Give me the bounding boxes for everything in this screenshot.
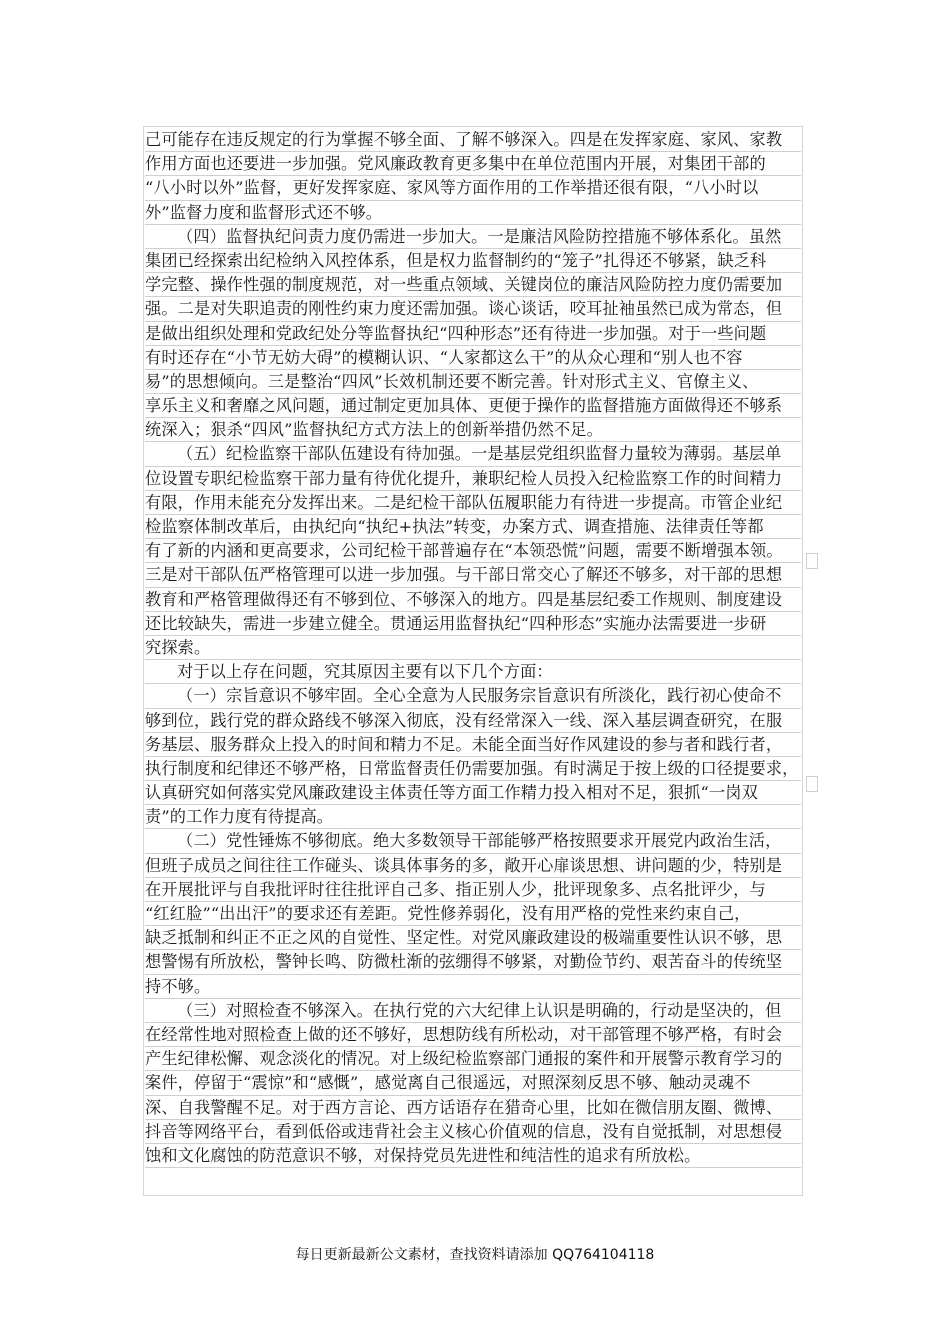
text-line: 强。二是对失职追责的刚性约束力度还需加强。谈心谈话，咬耳扯袖虽然已成为常态，但 xyxy=(145,297,801,321)
text-line: 有时还存在“小节无妨大碍”的模糊认识、“人家都这么干”的从众心理和“别人也不容 xyxy=(145,346,801,370)
text-line: 位设置专职纪检监察干部力量有待优化提升，兼职纪检人员投入纪检监察工作的时间精力 xyxy=(145,467,801,491)
text-line: 但班子成员之间往往工作碰头、谈具体事务的多，敞开心扉谈思想、讲问题的少，特别是 xyxy=(145,854,801,878)
text-line: 务基层、服务群众上投入的时间和精力不足。未能全面当好作风建设的参与者和践行者， xyxy=(145,733,801,757)
text-line: 三是对干部队伍严格管理可以进一步加强。与干部日常交心了解还不够多，对干部的思想 xyxy=(145,563,801,587)
text-line: 深、自我警醒不足。对于西方言论、西方话语存在猎奇心里，比如在微信朋友圈、微博、 xyxy=(145,1096,801,1120)
paragraph-start-line: （五）纪检监察干部队伍建设有待加强。一是基层党组织监督力量较为薄弱。基层单 xyxy=(145,442,801,466)
text-line: 有限，作用未能充分发挥出来。二是纪检干部队伍履职能力有待进一步提高。市管企业纪 xyxy=(145,491,801,515)
text-line: 责”的工作力度有待提高。 xyxy=(145,805,801,829)
line-overflow-mark xyxy=(806,776,818,792)
line-overflow-mark xyxy=(806,553,818,569)
text-line: 还比较缺失，需进一步建立健全。贯通运用监督执纪“四种形态”实施办法需要进一步研 xyxy=(145,612,801,636)
paragraph-start-line: （一）宗旨意识不够牢固。全心全意为人民服务宗旨意识有所淡化，践行初心使命不 xyxy=(145,684,801,708)
footer-note: 每日更新最新公文素材，查找资料请添加 QQ764104118 xyxy=(295,1247,655,1263)
text-line: 统深入；狠杀“四风”监督执纪方式方法上的创新举措仍然不足。 xyxy=(145,418,801,442)
document-body xyxy=(145,128,801,1168)
text-line: 认真研究如何落实党风廉政建设主体责任等方面工作精力投入相对不足，狠抓“一岗双 xyxy=(145,781,801,805)
text-line: 学完整、操作性强的制度规范，对一些重点领域、关键岗位的廉洁风险防控力度仍需要加 xyxy=(145,273,801,297)
text-line: 想警惕有所放松，警钟长鸣、防微杜渐的弦绷得不够紧，对勤俭节约、艰苦奋斗的传统坚 xyxy=(145,950,801,974)
paragraph-start-line: （四）监督执纪问责力度仍需进一步加大。一是廉洁风险防控措施不够体系化。虽然 xyxy=(145,225,801,249)
paragraph-start-line: （二）党性锤炼不够彻底。绝大多数领导干部能够严格按照要求开展党内政治生活， xyxy=(145,829,801,853)
text-line: 集团已经探索出纪检纳入风控体系，但是权力监督制约的“笼子”扎得还不够紧，缺乏科 xyxy=(145,249,801,273)
text-line: 外”监督力度和监督形式还不够。 xyxy=(145,201,801,225)
text-line: 是做出组织处理和党政纪处分等监督执纪“四种形态”还有待进一步加强。对于一些问题 xyxy=(145,322,801,346)
text-line: “八小时以外”监督，更好发挥家庭、家风等方面作用的工作举措还很有限，“八小时以 xyxy=(145,176,801,200)
text-line: 检监察体制改革后，由执纪向“执纪+执法”转变，办案方式、调查措施、法律责任等都 xyxy=(145,515,801,539)
text-line: 在开展批评与自我批评时往往批评自己多、指正别人少，批评现象多、点名批评少，与 xyxy=(145,878,801,902)
text-line: 案件，停留于“震惊”和“感慨”，感觉离自己很遥远，对照深刻反思不够、触动灵魂不 xyxy=(145,1071,801,1095)
text-line: 执行制度和纪律还不够严格，日常监督责任仍需要加强。有时满足于按上级的口径提要求， xyxy=(145,757,801,781)
text-line: “红红脸”“出出汗”的要求还有差距。党性修养弱化，没有用严格的党性来约束自己， xyxy=(145,902,801,926)
text-line: 究探索。 xyxy=(145,636,801,660)
text-line: 持不够。 xyxy=(145,975,801,999)
paragraph-start-line: 对于以上存在问题，究其原因主要有以下几个方面： xyxy=(145,660,801,684)
text-line: 教育和严格管理做得还有不够到位、不够深入的地方。四是基层纪委工作规则、制度建设 xyxy=(145,588,801,612)
text-line: 蚀和文化腐蚀的防范意识不够，对保持党员先进性和纯洁性的追求有所放松。 xyxy=(145,1144,801,1168)
text-line: 己可能存在违反规定的行为掌握不够全面、了解不够深入。四是在发挥家庭、家风、家教 xyxy=(145,128,801,152)
text-line: 作用方面也还要进一步加强。党风廉政教育更多集中在单位范围内开展，对集团干部的 xyxy=(145,152,801,176)
text-line: 享乐主义和奢靡之风问题，通过制定更加具体、更便于操作的监督措施方面做得还不够系 xyxy=(145,394,801,418)
text-line: 够到位，践行党的群众路线不够深入彻底，没有经常深入一线、深入基层调查研究，在服 xyxy=(145,709,801,733)
text-line: 产生纪律松懈、观念淡化的情况。对上级纪检监察部门通报的案件和开展警示教育学习的 xyxy=(145,1047,801,1071)
text-line: 易”的思想倾向。三是整治“四风”长效机制还要不断完善。针对形式主义、官僚主义、 xyxy=(145,370,801,394)
text-line: 抖音等网络平台，看到低俗或违背社会主义核心价值观的信息，没有自觉抵制，对思想侵 xyxy=(145,1120,801,1144)
text-line: 有了新的内涵和更高要求，公司纪检干部普遍存在“本领恐慌”问题，需要不断增强本领。 xyxy=(145,539,801,563)
text-line: 在经常性地对照检查上做的还不够好，思想防线有所松动，对干部管理不够严格，有时会 xyxy=(145,1023,801,1047)
text-line: 缺乏抵制和纠正不正之风的自觉性、坚定性。对党风廉政建设的极端重要性认识不够，思 xyxy=(145,926,801,950)
paragraph-start-line: （三）对照检查不够深入。在执行党的六大纪律上认识是明确的，行动是坚决的，但 xyxy=(145,999,801,1023)
